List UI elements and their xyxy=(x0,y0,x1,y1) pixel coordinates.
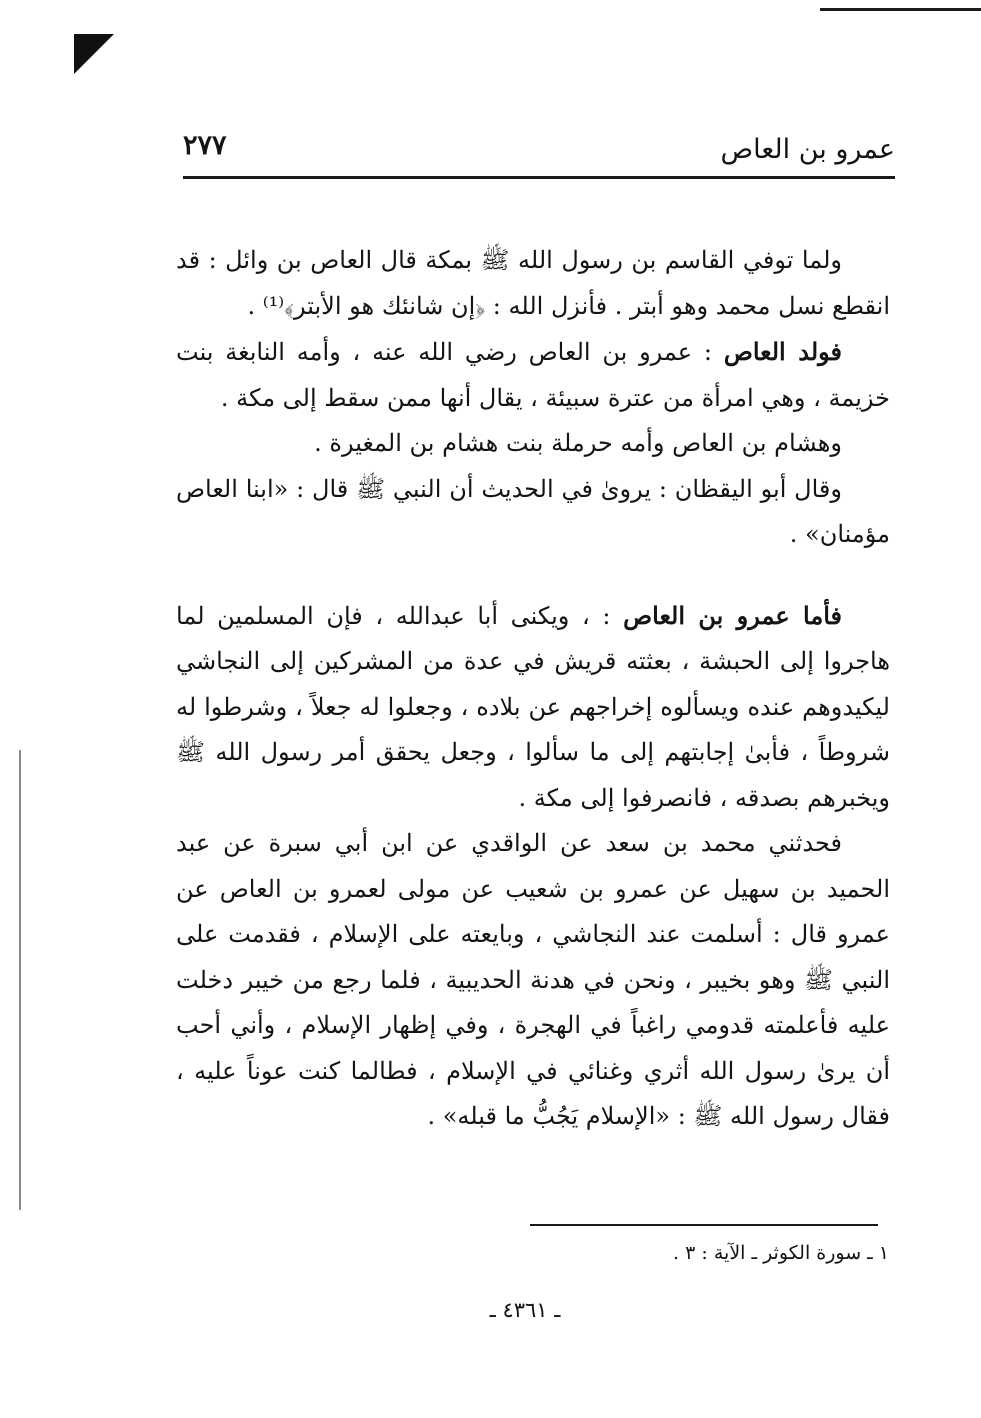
page-body xyxy=(176,238,890,1140)
top-edge-rule xyxy=(820,8,981,11)
page-number: ٢٧٧ xyxy=(183,130,227,161)
paragraph-2 xyxy=(176,329,890,421)
paragraph-5-text: : ، ويكنى أبا عبدالله ، فإن المسلمين لما هاجروا إلى الحبشة ، بعثته قريش في عدة من المشركين إلى النجاشي ليكيدوهم عنده ويسألوه إخراجهم عن بلاده ، وجعلوا له جعلاً ، وشرطوا له شروطاً ، فأبىٰ إجابتهم إلى ما سألوا ، وجعل يحقق أمر رسول الله ﷺ ويخبرهم بصدقه ، فانصرفوا إلى مكة . xyxy=(176,601,890,812)
paragraph-1: ولما توفي القاسم بن رسول الله ﷺ بمكة قال العاص بن وائل : قد انقطع نسل محمد وهو أبتر . فأنزل الله : ﴿إن شانئك هو الأبتر﴾⁽¹⁾ . xyxy=(176,246,890,320)
paragraph-4: وقال أبو اليقظان : يروىٰ في الحديث أن النبي ﷺ قال : «ابنا العاص مؤمنان» . xyxy=(176,474,890,548)
paragraph-6: فحدثني محمد بن سعد عن الواقدي عن ابن أبي سبرة عن عبد الحميد بن سهيل عن عمرو بن شعيب عن مولى لعمرو بن العاص عن عمرو قال : أسلمت عند النجاشي ، وبايعته على الإسلام ، فقدمت على النبي ﷺ وهو بخيبر ، ونحن في هدنة الحديبية ، فلما رجع من خيبر دخلت عليه فأعلمته قدومي راغباً في الهجرة ، وفي إظهار الإسلام ، وأني أحب أن يرىٰ رسول الله أثري وغنائي في الإسلام ، فطالما كنت عوناً عليه ، فقال رسول الله ﷺ : «الإسلام يَجُبُّ ما قبله» . xyxy=(176,829,890,1130)
footnote-separator xyxy=(530,1224,878,1226)
paragraph-5-lead: فأما عمرو بن العاص xyxy=(623,600,842,630)
folio-number: ـ ٤٣٦١ ـ xyxy=(489,1298,561,1322)
paragraph-5 xyxy=(176,593,890,822)
binding-shadow-line xyxy=(19,750,21,1210)
running-title: عمرو بن العاص xyxy=(720,134,895,165)
paragraph-2-lead: فولد العاص xyxy=(723,337,843,366)
paragraph-3: وهشام بن العاص وأمه حرملة بنت هشام بن المغيرة . xyxy=(314,429,842,457)
paragraph-2-text: : عمرو بن العاص رضي الله عنه ، وأمه النابغة بنت خزيمة ، وهي امرأة من عترة سبيئة ، يقال أنها ممن سقط إلى مكة . xyxy=(176,338,890,412)
footnote: ١ ـ سورة الكوثر ـ الآية : ٣ . xyxy=(673,1242,889,1264)
page-header xyxy=(183,126,895,179)
corner-triangle-mark xyxy=(74,34,114,74)
